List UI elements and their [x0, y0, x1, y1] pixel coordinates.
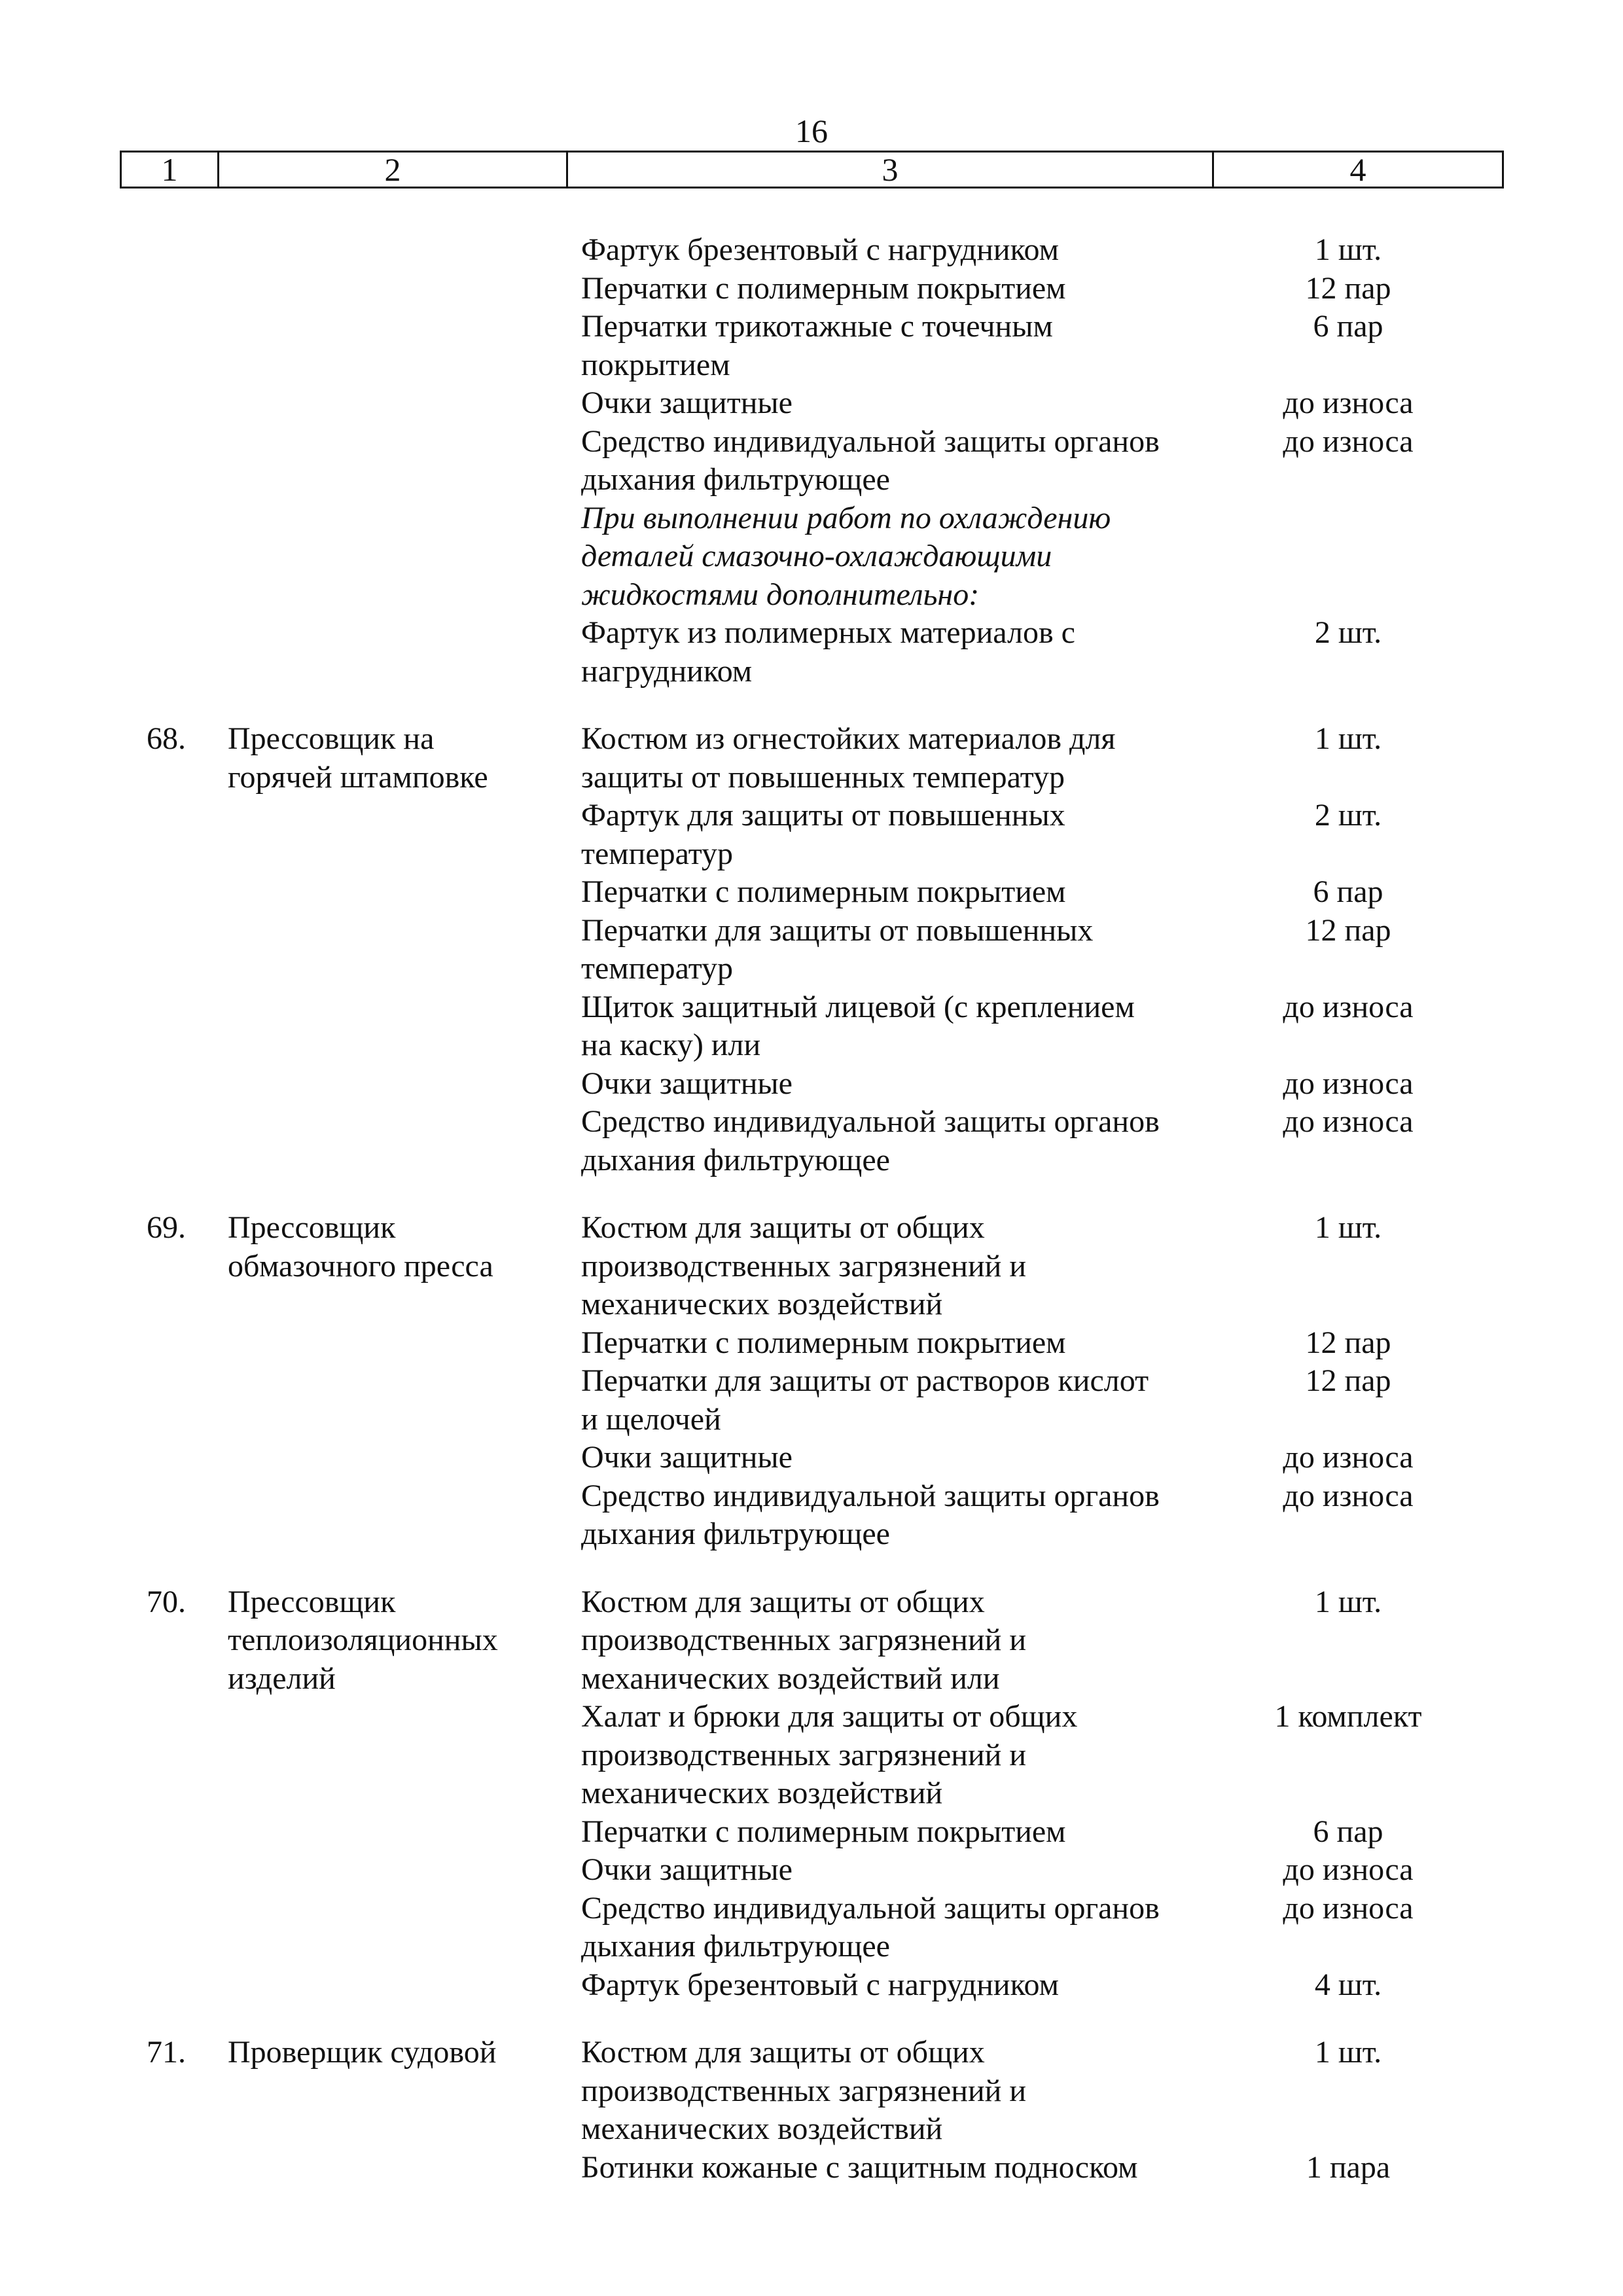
equipment-item — [581, 384, 1471, 423]
equipment-quantity: 4 шт. — [1314, 1967, 1382, 2002]
equipment-quantity: до износа — [1283, 989, 1414, 1024]
row-number: 69. — [147, 1210, 186, 1245]
text-line: Средство индивидуальной защиты органов — [581, 1890, 1160, 1926]
equipment-quantity: 12 пар — [1305, 270, 1391, 306]
text-line: При выполнении работ по охлаждению — [581, 500, 1111, 535]
equipment-name — [581, 1813, 1196, 1852]
equipment-quantity: до износа — [1283, 1852, 1414, 1887]
equipment-quantity: 1 пара — [1306, 2149, 1391, 2185]
equipment-name — [581, 873, 1196, 912]
equipment-item — [581, 1324, 1471, 1363]
equipment-item — [581, 2034, 1471, 2149]
equipment-quantity: 6 пар — [1313, 1814, 1383, 1849]
note-text — [581, 499, 1196, 615]
profession-line: горячей штамповке — [228, 759, 488, 795]
table-row — [0, 720, 1623, 1179]
table-row — [0, 231, 1623, 691]
text-line: производственных загрязнений и — [581, 1248, 1027, 1283]
profession-name — [228, 2034, 568, 2072]
column-header-4: 4 — [1213, 152, 1503, 188]
text-line: Фартук брезентовый с нагрудником — [581, 1967, 1059, 2002]
equipment-list — [581, 1209, 1471, 1554]
equipment-quantity: 1 шт. — [1314, 721, 1382, 756]
equipment-name — [581, 1362, 1196, 1439]
text-line: Костюм для защиты от общих — [581, 2035, 985, 2070]
equipment-list — [581, 720, 1471, 1179]
table-row — [0, 1583, 1623, 2005]
profession-name — [228, 1209, 568, 1285]
text-line: Фартук из полимерных материалов с — [581, 615, 1075, 650]
text-line: покрытием — [581, 347, 730, 382]
text-line: Средство индивидуальной защиты органов — [581, 1104, 1160, 1139]
equipment-name — [581, 308, 1196, 384]
text-line: Очки защитные — [581, 1852, 793, 1887]
text-line: Фартук для защиты от повышенных — [581, 798, 1065, 833]
text-line: защиты от повышенных температур — [581, 759, 1065, 795]
equipment-name — [581, 2034, 1196, 2149]
profession-name — [228, 1583, 568, 1698]
equipment-quantity: 1 шт. — [1314, 1584, 1382, 1619]
text-line: дыхания фильтрующее — [581, 462, 890, 497]
equipment-name — [581, 1439, 1196, 1477]
equipment-name — [581, 1477, 1196, 1554]
text-line: Костюм для защиты от общих — [581, 1584, 985, 1619]
equipment-item — [581, 1966, 1471, 2005]
profession-line: Прессовщик — [228, 1210, 396, 1245]
profession-line: Прессовщик на — [228, 721, 435, 756]
equipment-name — [581, 1324, 1196, 1363]
text-line: механических воздействий или — [581, 1660, 1000, 1696]
profession-line: Прессовщик — [228, 1584, 396, 1619]
equipment-quantity: 12 пар — [1305, 1363, 1391, 1398]
text-line: Фартук брезентовый с нагрудником — [581, 232, 1059, 267]
text-line: на каску) или — [581, 1028, 761, 1062]
equipment-item — [581, 270, 1471, 308]
page-number: 16 — [795, 113, 828, 149]
text-line: деталей смазочно-охлаждающими — [581, 539, 1052, 573]
profession-name — [228, 720, 568, 797]
text-line: Перчатки с полимерным покрытием — [581, 1814, 1066, 1849]
equipment-item — [581, 1065, 1471, 1103]
equipment-quantity: 1 шт. — [1314, 2035, 1382, 2070]
equipment-item — [581, 797, 1471, 873]
equipment-name — [581, 614, 1196, 691]
equipment-name — [581, 1966, 1196, 2005]
equipment-item — [581, 614, 1471, 691]
text-line: дыхания фильтрующее — [581, 1142, 890, 1177]
equipment-quantity: до износа — [1283, 1104, 1414, 1139]
equipment-name — [581, 423, 1196, 499]
text-line: Средство индивидуальной защиты органов — [581, 1478, 1160, 1513]
equipment-item — [581, 1890, 1471, 1966]
text-line: производственных загрязнений и — [581, 1737, 1027, 1772]
equipment-item — [581, 231, 1471, 270]
text-line: Перчатки для защиты от повышенных — [581, 912, 1094, 948]
text-line: механических воздействий — [581, 1287, 943, 1321]
equipment-quantity: до износа — [1283, 1478, 1414, 1513]
equipment-quantity: 1 шт. — [1314, 232, 1382, 267]
column-header-row — [121, 152, 1503, 188]
table-body — [0, 231, 1623, 2187]
equipment-item — [581, 1583, 1471, 1698]
text-line: дыхания фильтрующее — [581, 1929, 890, 1964]
text-line: Перчатки с полимерным покрытием — [581, 874, 1066, 909]
text-line: механических воздействий — [581, 2111, 943, 2146]
equipment-name — [581, 988, 1196, 1065]
equipment-name — [581, 1103, 1196, 1179]
equipment-quantity: до износа — [1283, 1066, 1414, 1101]
equipment-quantity: до износа — [1283, 1890, 1414, 1926]
equipment-quantity: 1 комплект — [1274, 1699, 1422, 1734]
text-line: нагрудником — [581, 653, 753, 689]
equipment-name — [581, 2149, 1196, 2187]
text-line: Средство индивидуальной защиты органов — [581, 423, 1160, 459]
note-item — [581, 499, 1471, 615]
equipment-item — [581, 1851, 1471, 1890]
equipment-name — [581, 1583, 1196, 1698]
equipment-item — [581, 1698, 1471, 1813]
text-line: Перчатки с полимерным покрытием — [581, 270, 1066, 306]
text-line: Ботинки кожаные с защитным подноском — [581, 2149, 1138, 2185]
equipment-name — [581, 384, 1196, 423]
row-number: 71. — [147, 2035, 186, 2070]
column-header-3: 3 — [567, 152, 1213, 188]
equipment-name — [581, 270, 1196, 308]
equipment-item — [581, 423, 1471, 499]
equipment-item — [581, 1103, 1471, 1179]
text-line: температур — [581, 951, 734, 986]
column-header-1: 1 — [121, 152, 219, 188]
equipment-list — [581, 231, 1471, 691]
table-row — [0, 1209, 1623, 1554]
equipment-item — [581, 1439, 1471, 1477]
equipment-quantity: до износа — [1283, 386, 1414, 420]
equipment-name — [581, 797, 1196, 873]
text-line: Костюм из огнестойких материалов для — [581, 721, 1116, 756]
text-line: и щелочей — [581, 1401, 721, 1437]
text-line: дыхания фильтрующее — [581, 1516, 890, 1551]
equipment-quantity: 12 пар — [1305, 912, 1391, 948]
text-line: производственных загрязнений и — [581, 1623, 1027, 1657]
equipment-item — [581, 720, 1471, 797]
equipment-quantity: 1 шт. — [1314, 1210, 1382, 1245]
text-line: Очки защитные — [581, 386, 793, 420]
text-line: жидкостями дополнительно: — [581, 577, 980, 612]
text-line: механических воздействий — [581, 1776, 943, 1810]
equipment-item — [581, 912, 1471, 988]
text-line: Перчатки трикотажные с точечным — [581, 309, 1053, 344]
equipment-name — [581, 1698, 1196, 1813]
equipment-quantity: 2 шт. — [1314, 615, 1382, 650]
profession-line: изделий — [228, 1660, 336, 1696]
text-line: Халат и брюки для защиты от общих — [581, 1699, 1078, 1734]
text-line: Перчатки для защиты от растворов кислот — [581, 1363, 1149, 1398]
column-header-table — [120, 151, 1504, 188]
equipment-item — [581, 2149, 1471, 2187]
text-line: Очки защитные — [581, 1066, 793, 1101]
text-line: Щиток защитный лицевой (с креплением — [581, 989, 1135, 1024]
equipment-item — [581, 873, 1471, 912]
equipment-name — [581, 912, 1196, 988]
equipment-name — [581, 1851, 1196, 1890]
equipment-quantity: до износа — [1283, 1440, 1414, 1475]
equipment-name — [581, 720, 1196, 797]
text-line: Очки защитные — [581, 1440, 793, 1475]
text-line: Костюм для защиты от общих — [581, 1210, 985, 1245]
equipment-quantity: 6 пар — [1313, 309, 1383, 344]
profession-line: обмазочного пресса — [228, 1248, 493, 1283]
text-line: производственных загрязнений и — [581, 2073, 1027, 2108]
equipment-quantity: до износа — [1283, 423, 1414, 459]
profession-line: Проверщик судовой — [228, 2035, 497, 2070]
equipment-name — [581, 1065, 1196, 1103]
equipment-list — [581, 1583, 1471, 2005]
text-line: температур — [581, 836, 734, 871]
profession-line: теплоизоляционных — [228, 1623, 498, 1657]
equipment-item — [581, 308, 1471, 384]
column-header-2: 2 — [219, 152, 567, 188]
equipment-quantity: 12 пар — [1305, 1325, 1391, 1360]
equipment-item — [581, 1477, 1471, 1554]
equipment-item — [581, 1813, 1471, 1852]
equipment-name — [581, 1209, 1196, 1324]
table-row — [0, 2034, 1623, 2187]
equipment-name — [581, 1890, 1196, 1966]
equipment-item — [581, 1362, 1471, 1439]
text-line: Перчатки с полимерным покрытием — [581, 1325, 1066, 1360]
row-number: 70. — [147, 1584, 186, 1619]
equipment-name — [581, 231, 1196, 270]
equipment-list — [581, 2034, 1471, 2187]
equipment-quantity: 2 шт. — [1314, 798, 1382, 833]
row-number: 68. — [147, 721, 186, 756]
equipment-quantity: 6 пар — [1313, 874, 1383, 909]
equipment-item — [581, 988, 1471, 1065]
equipment-item — [581, 1209, 1471, 1324]
